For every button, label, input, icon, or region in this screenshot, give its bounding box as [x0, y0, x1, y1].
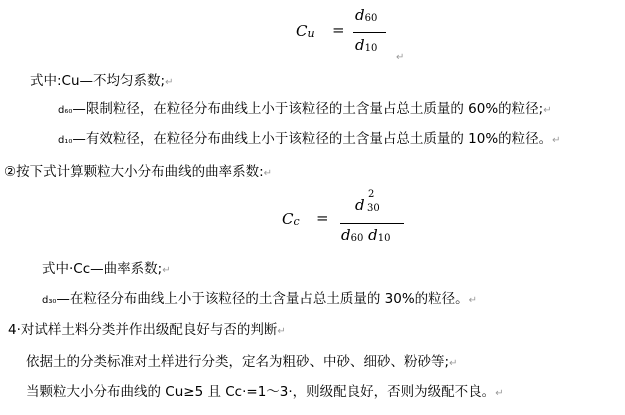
cc-lhs-var: C [282, 210, 294, 228]
cc-denominator [341, 226, 390, 244]
cc-definition [42, 260, 171, 280]
paragraph-mark: ↵ [263, 168, 273, 179]
d10-definition [58, 130, 561, 150]
paragraph-mark: ↵ [468, 295, 478, 306]
d60-definition-text: —限制粒径，在粒径分布曲线上小于该粒径的土含量占总土质量的 60%的粒径; [72, 101, 544, 117]
cc-definition-text: 式中·Cc—曲率系数; [42, 261, 163, 277]
paragraph-mark: ↵ [552, 135, 561, 146]
cu-den-sub: 10 [364, 43, 378, 54]
step-2-heading [4, 163, 272, 183]
classification-line [26, 353, 457, 373]
classification-text: 依据土的分类标准对土样进行分类，定名为粗砂、中砂、细砂、粉砂等; [26, 354, 450, 370]
paragraph-mark: ↵ [165, 77, 174, 88]
step-4-text: 4·对试样土料分类并作出级配良好与否的判断 [8, 322, 278, 338]
cu-lhs-var: C [296, 22, 308, 40]
step-2-text: ②按下式计算颗粒大小分布曲线的曲率系数: [4, 164, 264, 180]
cu-num-var: d [355, 6, 365, 24]
cc-numerator-var: d [355, 196, 365, 214]
cu-lhs-sub: u [307, 27, 315, 40]
d60-definition [58, 100, 552, 120]
cc-lhs [282, 210, 300, 228]
paragraph-mark: ↵ [396, 52, 405, 63]
cc-numerator-sup: 2 [368, 189, 375, 200]
cu-denominator [355, 36, 377, 54]
cu-numerator [355, 6, 377, 24]
d30-label: d₃₀ [42, 295, 57, 306]
cu-definition-text: 式中:Cu—不均匀系数; [30, 73, 166, 89]
cu-equals: = [332, 21, 345, 39]
cc-den-var1: d [341, 226, 351, 244]
cc-equals: = [316, 209, 329, 227]
d60-label: d₆₀ [58, 105, 73, 116]
cc-numerator-sub: 30 [367, 203, 380, 214]
step-4-heading [8, 321, 286, 341]
cu-num-sub: 60 [364, 13, 378, 24]
gradation-judgement-line [26, 383, 504, 403]
cu-fraction-bar [353, 32, 386, 33]
gradation-judgement-text: 当颗粒大小分布曲线的 Cu≥5 且 Cc·=1～3·，则级配良好，否则为级配不良。 [26, 384, 496, 400]
paragraph-mark: ↵ [277, 326, 286, 337]
paragraph-mark: ↵ [449, 358, 458, 369]
cu-lhs [296, 22, 315, 40]
cu-den-var: d [355, 36, 365, 54]
cc-fraction-bar [340, 223, 404, 224]
d10-definition-text: —有效粒径，在粒径分布曲线上小于该粒径的土含量占总土质量的 10%的粒径。 [72, 131, 553, 147]
cc-den-sub2: 10 [377, 233, 391, 244]
paragraph-mark: ↵ [495, 388, 504, 399]
paragraph-mark: ↵ [543, 105, 552, 116]
cc-den-sub1: 60 [350, 233, 364, 244]
d10-label: d₁₀ [58, 135, 73, 146]
paragraph-mark: ↵ [162, 265, 171, 276]
cu-definition [30, 72, 173, 92]
cc-den-var2: d [368, 226, 378, 244]
d30-definition [42, 290, 477, 310]
cc-lhs-sub: c [293, 215, 300, 228]
d30-definition-text: —在粒径分布曲线上小于该粒径的土含量占总土质量的 30%的粒径。 [56, 291, 469, 307]
